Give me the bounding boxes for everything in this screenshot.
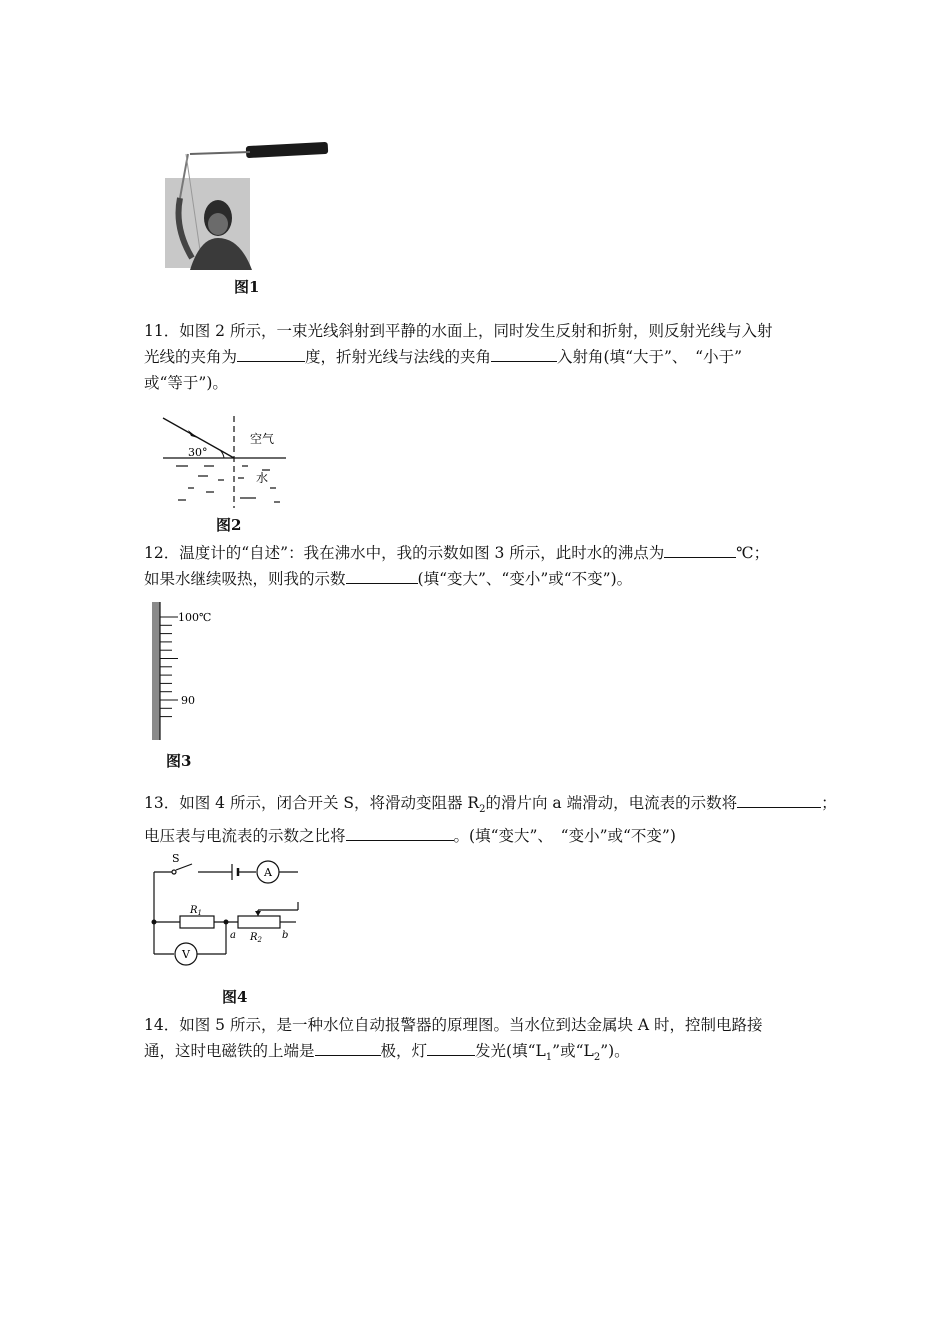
q11-answer-blank-2 bbox=[491, 345, 557, 362]
q13-text: 。(填“变大”、 “变小”或“不变”) bbox=[453, 827, 676, 846]
q12-text: (填“变大”、“变小”或“不变”)。 bbox=[417, 570, 633, 588]
fig4-voltmeter-label: V bbox=[182, 948, 190, 961]
q12-text: ℃； bbox=[736, 544, 770, 562]
q11-line-2 bbox=[144, 344, 824, 370]
q12-answer-blank-2 bbox=[346, 567, 418, 584]
q13-line-1 bbox=[144, 790, 837, 823]
q14-line-1: 14．如图 5 所示，是一种水位自动报警器的原理图。当水位到达金属块 A 时，控制电路接 bbox=[144, 1016, 763, 1034]
q14-text: 通，这时电磁铁的上端是 bbox=[144, 1042, 315, 1060]
figure-2-diagram bbox=[158, 410, 293, 510]
fig4-a-label: a bbox=[230, 930, 236, 941]
fig2-air-label: 空气 bbox=[250, 432, 275, 446]
fig3-top-label: 100℃ bbox=[178, 611, 212, 624]
question-13 bbox=[144, 790, 837, 849]
fig4-switch-label: S bbox=[172, 852, 180, 865]
question-14 bbox=[144, 1012, 824, 1071]
figure-3-caption: 图3 bbox=[166, 752, 192, 770]
figure-3-thermometer bbox=[148, 600, 228, 742]
q13-answer-blank-2 bbox=[346, 824, 454, 841]
fig4-ammeter-label: A bbox=[264, 866, 272, 879]
figure-1-photo bbox=[160, 138, 332, 270]
q13-text: 13．如图 4 所示，闭合开关 S，将滑动变阻器 R bbox=[144, 794, 480, 812]
fig4-r1-label: $R_1$ bbox=[190, 905, 202, 917]
q14-answer-blank-1 bbox=[315, 1039, 381, 1056]
q13-text: ； bbox=[821, 794, 837, 812]
q13-line-2 bbox=[144, 823, 824, 849]
q11-text: 光线的夹角为 bbox=[144, 348, 238, 366]
question-11 bbox=[144, 318, 824, 396]
q13-text: 电压表与电流表的示数之比将 bbox=[144, 827, 346, 846]
q12-answer-blank-1 bbox=[664, 541, 736, 558]
q12-line-2 bbox=[144, 566, 824, 592]
q11-line-3: 或“等于”)。 bbox=[144, 374, 228, 392]
q11-line-1: 11．如图 2 所示，一束光线斜射到平静的水面上，同时发生反射和折射，则反射光线与入射 bbox=[144, 322, 773, 340]
figure-4-circuit bbox=[146, 852, 306, 970]
q14-text: 发光(填“L bbox=[475, 1042, 546, 1060]
q14-text: ”或“L bbox=[552, 1042, 594, 1060]
question-12 bbox=[144, 540, 824, 592]
q14-subscript: 1 bbox=[545, 1052, 553, 1064]
q13-subscript: 2 bbox=[479, 804, 486, 816]
fig4-r2-label: $R_2$ bbox=[250, 932, 262, 944]
q11-text: 入射角(填“大于”、 “小于” bbox=[557, 348, 743, 366]
q11-text: 度，折射光线与法线的夹角 bbox=[305, 348, 492, 366]
q13-answer-blank-1 bbox=[737, 791, 821, 808]
q14-text: ”)。 bbox=[600, 1042, 630, 1060]
fig4-b-label: b bbox=[282, 930, 289, 941]
q14-subscript: 2 bbox=[593, 1052, 601, 1064]
fig2-water-label: 水 bbox=[256, 471, 269, 485]
figure-2-caption: 图2 bbox=[216, 516, 242, 534]
q14-answer-blank-2 bbox=[427, 1039, 475, 1056]
fig3-mid-label: 90 bbox=[181, 694, 195, 707]
q11-answer-blank-1 bbox=[237, 345, 305, 362]
figure-1-caption: 图1 bbox=[234, 278, 260, 296]
q12-line-1 bbox=[144, 540, 824, 566]
q12-text: 12．温度计的“自述”：我在沸水中，我的示数如图 3 所示，此时水的沸点为 bbox=[144, 544, 665, 562]
q14-text: 极，灯 bbox=[380, 1042, 428, 1060]
q14-line-2 bbox=[144, 1038, 824, 1071]
q13-text: 的滑片向 a 端滑动，电流表的示数将 bbox=[485, 794, 738, 812]
figure-4-caption: 图4 bbox=[222, 988, 248, 1006]
thermometer-ticks bbox=[160, 617, 178, 717]
q12-text: 如果水继续吸热，则我的示数 bbox=[144, 570, 346, 588]
fig2-angle-label: 30° bbox=[188, 446, 208, 459]
